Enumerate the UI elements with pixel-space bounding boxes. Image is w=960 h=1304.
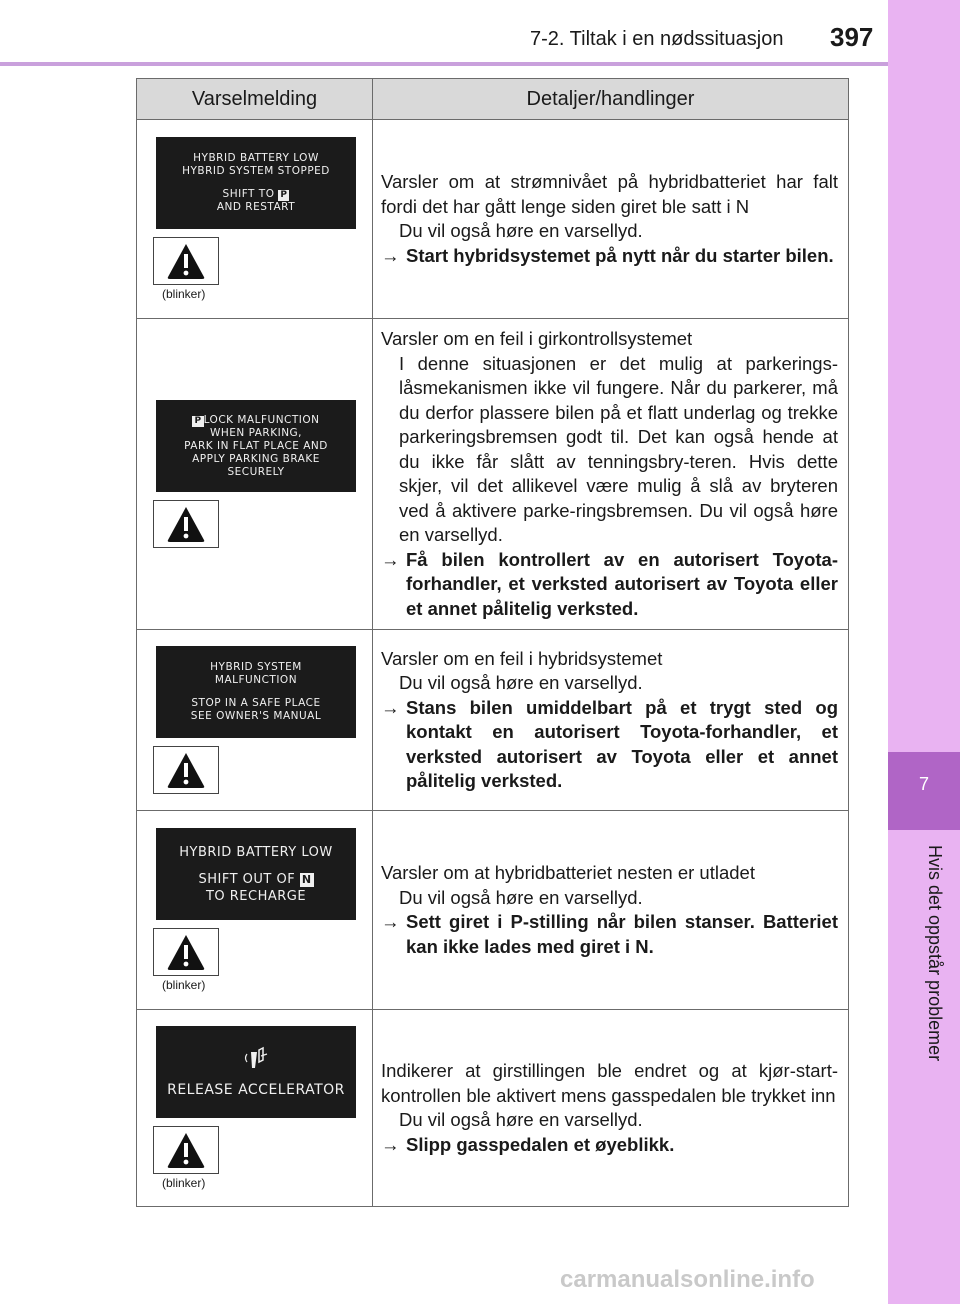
description: Indikerer at girstillingen ble endret og at kjør-start-kontrollen ble aktivert mens gasspedalen ble trykket inn — [381, 1060, 838, 1106]
display-line: HYBRID BATTERY LOW — [179, 844, 333, 860]
warning-icon-box — [153, 237, 219, 285]
description: Varsler om en feil i hybridsystemet — [381, 647, 663, 669]
arrow-right-icon: → — [381, 911, 400, 932]
display-line: HYBRID SYSTEM — [210, 661, 302, 673]
display-line: SEE OWNER'S MANUAL — [190, 710, 322, 722]
action-item — [381, 1133, 838, 1158]
display-line — [156, 871, 356, 888]
action-text: Sett giret i P-stilling når bilen stanser. Batteriet kan ikke lades med giret i N. — [406, 911, 838, 957]
display-screen — [156, 646, 356, 738]
display-line: HYBRID SYSTEM STOPPED — [182, 165, 330, 177]
table-header-row — [137, 79, 849, 120]
display-text: SHIFT TO — [222, 188, 275, 200]
table-row — [137, 811, 849, 1010]
arrow-right-icon: → — [381, 696, 400, 718]
warning-triangle-icon — [166, 933, 206, 971]
message-cell — [137, 1010, 373, 1207]
warning-triangle-icon — [166, 505, 206, 543]
display-screen — [156, 1026, 356, 1118]
section-title: 7-2. Tiltak i en nødssituasjon — [530, 28, 784, 50]
side-tab — [888, 0, 960, 1304]
warning-triangle-icon — [166, 242, 206, 280]
blink-label: (blinker) — [162, 978, 206, 992]
chapter-number: 7 — [888, 752, 960, 830]
display-line: STOP IN A SAFE PLACE — [191, 697, 321, 709]
action-item — [381, 548, 838, 622]
blink-label: (blinker) — [162, 287, 206, 301]
blink-label: (blinker) — [162, 1176, 206, 1190]
display-line: RELEASE ACCELERATOR — [167, 1081, 345, 1098]
page-number: 397 — [830, 22, 874, 52]
display-text: LOCK MALFUNCTION — [203, 413, 320, 426]
message-cell — [137, 319, 373, 630]
note: Du vil også høre en varsellyd. — [399, 1109, 643, 1130]
note: Du vil også høre en varsellyd. — [399, 886, 643, 908]
details-cell — [373, 630, 849, 811]
warning-icon-box — [153, 928, 219, 976]
display-line: AND RESTART — [216, 201, 296, 213]
table-row — [137, 1010, 849, 1207]
action-text: Stans bilen umiddelbart på et trygt sted og kontakt en autorisert Toyota-forhandler, et verksted autorisert av Toyota eller et annet pålitelig verksted. — [406, 696, 838, 791]
table-row — [137, 319, 849, 630]
display-line: WHEN PARKING, — [209, 426, 303, 439]
action-text: Få bilen kontrollert av en autorisert Toyota-forhandler, et verksted autorisert av Toyota eller et annet pålitelig verksted. — [406, 548, 838, 619]
warning-icon-box — [153, 1126, 219, 1174]
gear-badge: N — [301, 872, 312, 886]
display-screen — [156, 400, 356, 492]
arrow-right-icon: → — [381, 548, 400, 570]
gear-badge: P — [194, 415, 202, 426]
details-cell — [373, 811, 849, 1010]
display-line: PARK IN FLAT PLACE AND — [184, 439, 328, 452]
note: Du vil også høre en varsellyd. — [399, 220, 643, 241]
description: Varsler om en feil i girkontrollsystemet — [381, 328, 693, 349]
action-text: Slipp gasspedalen et øyeblikk. — [406, 1133, 675, 1155]
warning-triangle-icon — [166, 1131, 206, 1169]
display-line — [156, 414, 356, 427]
details-cell — [373, 1010, 849, 1207]
display-screen — [156, 828, 356, 920]
display-line — [156, 188, 356, 201]
action-text: Start hybridsystemet på nytt når du starter bilen. — [406, 244, 834, 266]
display-line: APPLY PARKING BRAKE — [192, 452, 320, 465]
gear-badge: P — [280, 190, 288, 200]
description: Varsler om at strømnivået på hybridbatteriet har falt fordi det har gått lenge siden giret ble satt i N — [381, 171, 838, 217]
action-item — [381, 696, 838, 794]
arrow-right-icon: → — [381, 1133, 400, 1155]
note: I denne situasjonen er det mulig at parkerings-låsmekanismen ikke vil fungere. Når du parkerer, må du derfor plassere bilen på et flatt underlag og trekke parkeringsbremsen godt til. Det kan også hende at du ikke får slått av tenningsbry-teren. Hvis dette skjer, vil det allikevel være mulig å slå av bryteren ved å aktivere parke-ringsbremsen. Du vil også høre en varsellyd. — [399, 352, 838, 545]
chapter-label: Hvis det oppstår problemer — [925, 845, 945, 1062]
warning-icon-box — [153, 500, 219, 548]
note: Du vil også høre en varsellyd. — [399, 672, 643, 693]
description: Varsler om at hybridbatteriet nesten er utladet — [381, 862, 755, 883]
display-line: HYBRID BATTERY LOW — [193, 152, 319, 164]
table-row — [137, 120, 849, 319]
warning-triangle-icon — [166, 751, 206, 789]
accelerator-pedal-icon — [241, 1046, 271, 1072]
display-screen — [156, 137, 356, 229]
table-row — [137, 630, 849, 811]
header-rule — [0, 62, 888, 66]
display-line: SECURELY — [227, 465, 285, 478]
warning-table — [136, 78, 849, 1207]
details-cell — [373, 120, 849, 319]
display-line: TO RECHARGE — [205, 888, 307, 904]
message-cell — [137, 120, 373, 319]
details-cell — [373, 319, 849, 630]
action-item — [381, 244, 838, 269]
arrow-right-icon: → — [381, 244, 400, 266]
column-header-details: Detaljer/handlinger — [373, 79, 849, 120]
display-text: SHIFT OUT OF — [198, 871, 296, 887]
watermark: carmanualsonline.info — [560, 1266, 815, 1293]
column-header-message: Varselmelding — [137, 79, 373, 120]
message-cell — [137, 630, 373, 811]
action-item — [381, 910, 838, 959]
display-line: MALFUNCTION — [214, 674, 298, 686]
message-cell — [137, 811, 373, 1010]
warning-icon-box — [153, 746, 219, 794]
